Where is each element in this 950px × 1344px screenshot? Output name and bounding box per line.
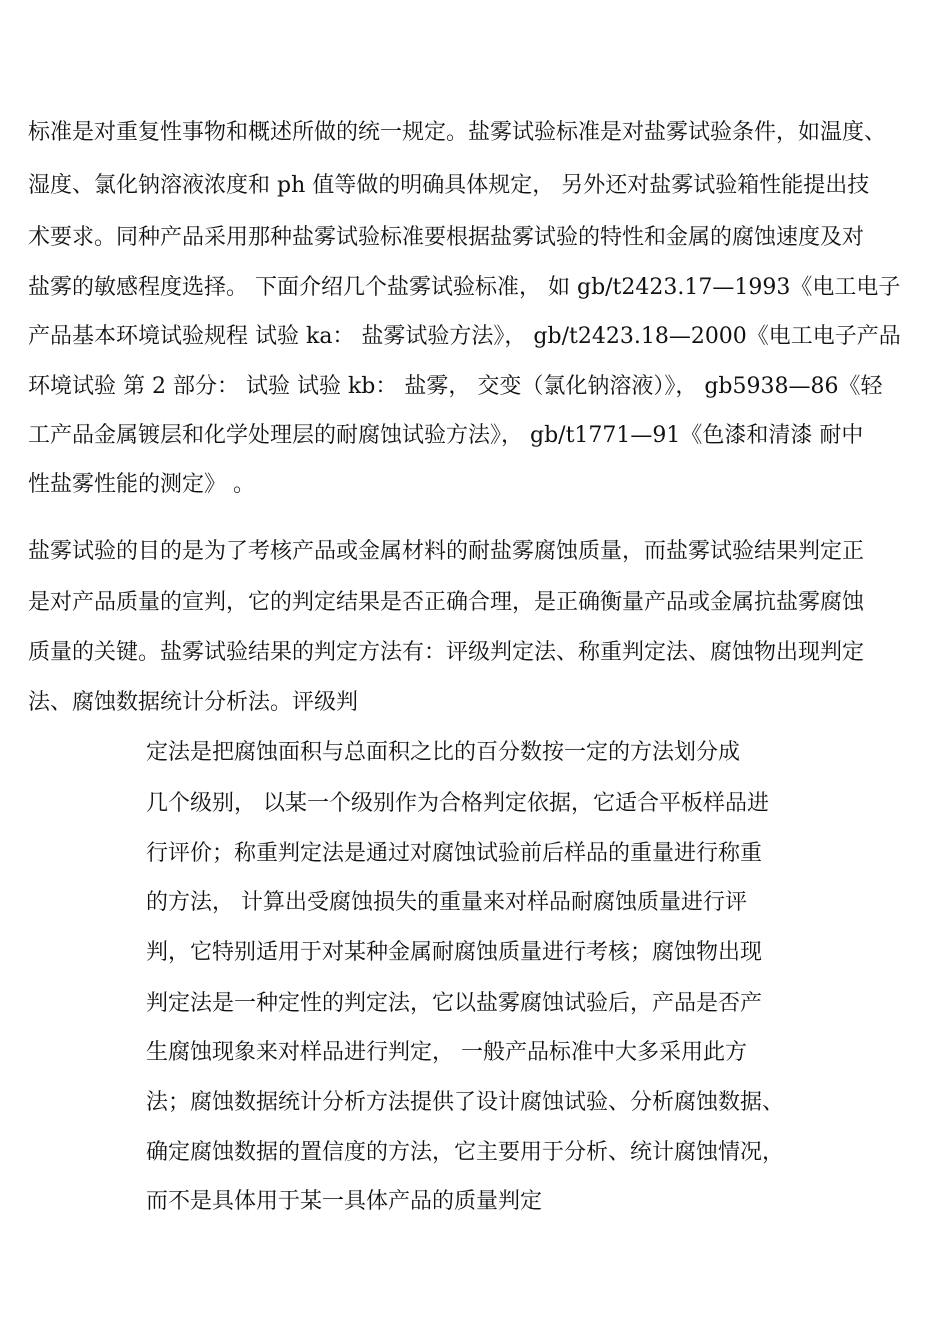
text-line: 盐雾试验的目的是为了考核产品或金属材料的耐盐雾腐蚀质量，而盐雾试验结果判定正 (28, 539, 865, 564)
text-line: 性盐雾性能的测定》 。 (28, 472, 255, 497)
text-line: 而不是具体用于某一具体产品的质量判定 (146, 1189, 543, 1214)
text-line: 确定腐蚀数据的置信度的方法，它主要用于分析、统计腐蚀情况， (146, 1140, 785, 1165)
text-line: 产品基本环境试验规程 试验 ka： 盐雾试验方法》， gb/t2423.18—2000《电工电子产品 (28, 324, 901, 349)
text-line: 环境试验 第 2 部分： 试验 试验 kb： 盐雾， 交变（氯化钠溶液）》， gb5938—86《轻 (28, 374, 883, 399)
text-line: 定法是把腐蚀面积与总面积之比的百分数按一定的方法划分成 (146, 740, 741, 765)
text-line: 判，它特别适用于对某种金属耐腐蚀质量进行考核；腐蚀物出现 (146, 940, 763, 965)
text-line: 标准是对重复性事物和概述所做的统一规定。盐雾试验标准是对盐雾试验条件，如温度、 (28, 120, 887, 145)
text-line: 判定法是一种定性的判定法，它以盐雾腐蚀试验后，产品是否产 (146, 991, 763, 1016)
text-line: 质量的关键。盐雾试验结果的判定方法有：评级判定法、称重判定法、腐蚀物出现判定 (28, 640, 865, 665)
text-line: 是对产品质量的宣判，它的判定结果是否正确合理，是正确衡量产品或金属抗盐雾腐蚀 (28, 590, 865, 615)
text-line: 法、腐蚀数据统计分析法。评级判 (28, 690, 359, 715)
text-line: 几个级别， 以某一个级别作为合格判定依据，它适合平板样品进 (146, 791, 769, 816)
text-line: 湿度、氯化钠溶液浓度和 ph 值等做的明确具体规定， 另外还对盐雾试验箱性能提出技 (28, 173, 870, 198)
text-line: 的方法， 计算出受腐蚀损失的重量来对样品耐腐蚀质量进行评 (146, 890, 747, 915)
text-line: 行评价；称重判定法是通过对腐蚀试验前后样品的重量进行称重 (146, 841, 763, 866)
text-line: 盐雾的敏感程度选择。 下面介绍几个盐雾试验标准， 如 gb/t2423.17—1993《电工电子 (28, 275, 901, 300)
text-line: 工产品金属镀层和化学处理层的耐腐蚀试验方法》， gb/t1771—91《色漆和清漆 耐中 (28, 423, 864, 448)
text-line: 生腐蚀现象来对样品进行判定， 一般产品标准中大多采用此方 (146, 1040, 747, 1065)
text-line: 术要求。同种产品采用那种盐雾试验标准要根据盐雾试验的特性和金属的腐蚀速度及对 (28, 225, 865, 250)
text-line: 法；腐蚀数据统计分析方法提供了设计腐蚀试验、分析腐蚀数据、 (146, 1090, 785, 1115)
